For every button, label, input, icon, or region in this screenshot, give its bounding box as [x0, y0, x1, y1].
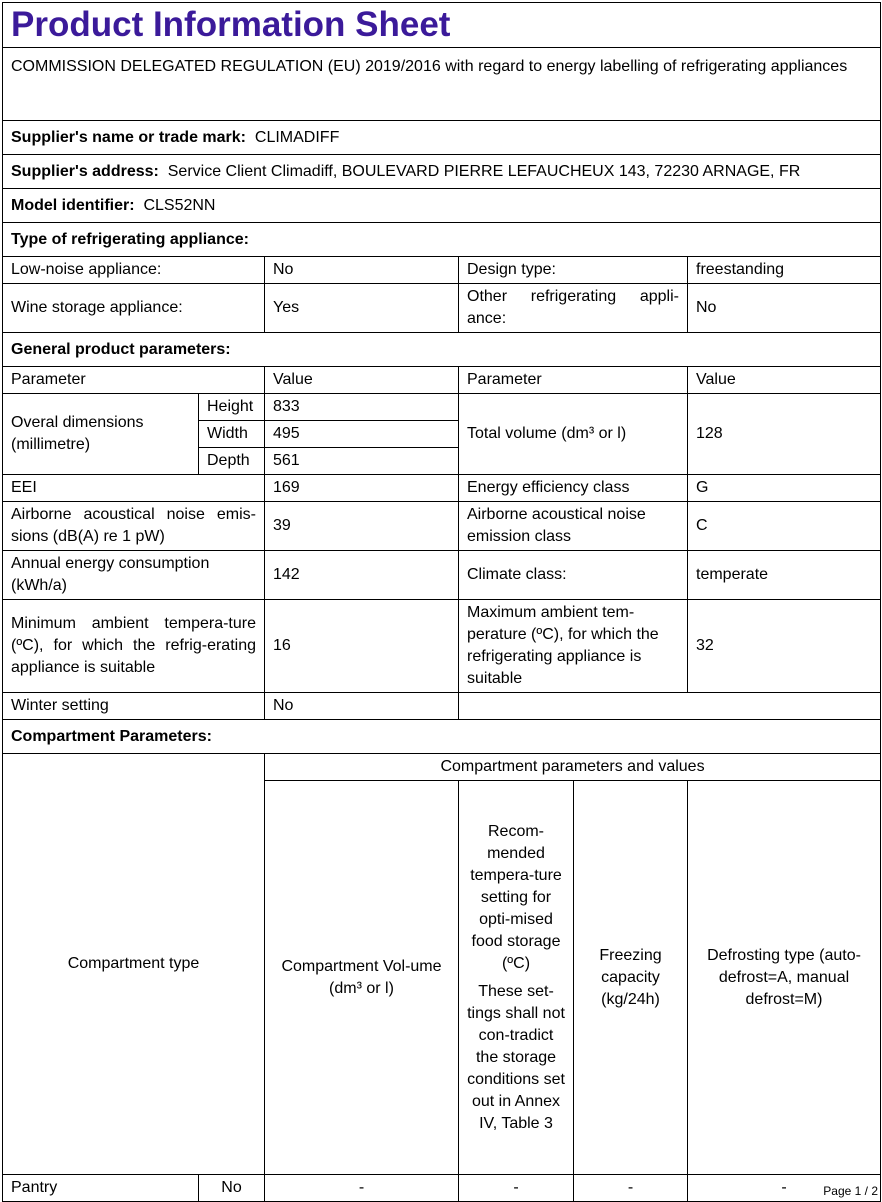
winter-setting-value: No	[265, 693, 459, 720]
appliance-type-heading-text: Type of refrigerating appliance:	[11, 230, 249, 248]
eei-label: EEI	[3, 475, 265, 502]
total-volume-value: 128	[688, 394, 881, 475]
supplier-name-row	[3, 121, 881, 155]
depth-label: Depth	[199, 448, 265, 475]
climate-class-label: Climate class:	[459, 551, 688, 600]
supplier-address-value: Service Client Climadiff, BOULEVARD PIERRE LEFAUCHEUX 143, 72230 ARNAGE, FR	[167, 162, 801, 180]
compartment-type-header: Compartment type	[3, 754, 265, 1175]
design-type-label: Design type:	[459, 257, 688, 284]
parameter-column-header: Parameter	[3, 367, 265, 394]
climate-class-value: temperate	[688, 551, 881, 600]
page-title: Product Information Sheet	[3, 3, 881, 48]
compartment-values-header: Compartment parameters and values	[265, 754, 881, 781]
general-params-heading	[3, 333, 881, 367]
wine-storage-label: Wine storage appliance:	[3, 284, 265, 333]
recommended-temp-header	[459, 781, 574, 1175]
energy-class-label: Energy efficiency class	[459, 475, 688, 502]
total-volume-label: Total volume (dm³ or l)	[459, 394, 688, 475]
model-label: Model identifier:	[11, 196, 135, 214]
compartment-params-heading	[3, 720, 881, 754]
supplier-name-label: Supplier's name or trade mark:	[11, 128, 246, 146]
model-value: CLS52NN	[143, 196, 216, 214]
compartment-params-heading-text: Compartment Parameters:	[11, 727, 212, 745]
table-row	[3, 1175, 881, 1202]
width-value: 495	[265, 421, 459, 448]
value-column-header-2: Value	[688, 367, 881, 394]
empty-cell	[459, 693, 881, 720]
eei-value: 169	[265, 475, 459, 502]
supplier-address-label: Supplier's address:	[11, 162, 159, 180]
compartment-volume-cell: -	[265, 1175, 459, 1202]
general-params-heading-text: General product parameters:	[11, 340, 231, 358]
height-value: 833	[265, 394, 459, 421]
freezing-capacity-header: Freezing capacity (kg/24h)	[574, 781, 688, 1175]
supplier-name-value: CLIMADIFF	[254, 128, 340, 146]
low-noise-value: No	[265, 257, 459, 284]
depth-value: 561	[265, 448, 459, 475]
page-number: Page 1 / 2	[823, 1184, 878, 1198]
other-appliance-value: No	[688, 284, 881, 333]
compartment-temp-cell: -	[459, 1175, 574, 1202]
width-label: Width	[199, 421, 265, 448]
annual-energy-label: Annual energy consumption (kWh/a)	[3, 551, 265, 600]
parameter-column-header-2: Parameter	[459, 367, 688, 394]
max-temp-label: Maximum ambient tem-perature (ºC), for which the refrigerating appliance is suitable	[459, 600, 688, 693]
wine-storage-value: Yes	[265, 284, 459, 333]
supplier-address-row	[3, 155, 881, 189]
regulation-text: COMMISSION DELEGATED REGULATION (EU) 2019/2016 with regard to energy labelling of refrigerating appliances	[3, 48, 881, 121]
energy-class-value: G	[688, 475, 881, 502]
compartment-defrost-cell: -	[688, 1175, 881, 1202]
noise-emission-value: 39	[265, 502, 459, 551]
min-temp-value: 16	[265, 600, 459, 693]
model-row	[3, 189, 881, 223]
product-information-sheet	[2, 2, 881, 1202]
other-appliance-label: Other refrigerating appli-ance:	[459, 284, 688, 333]
value-column-header: Value	[265, 367, 459, 394]
defrosting-type-header: Defrosting type (auto-defrost=A, manual defrost=M)	[688, 781, 881, 1175]
noise-class-label: Airborne acoustical noise emission class	[459, 502, 688, 551]
noise-class-value: C	[688, 502, 881, 551]
compartment-freezing-cell: -	[574, 1175, 688, 1202]
dimensions-label: Overal dimensions (millimetre)	[3, 394, 199, 475]
noise-emission-label: Airborne acoustical noise emis-sions (dB(A) re 1 pW)	[3, 502, 265, 551]
recommended-temp-note: These set-tings shall not con-tradict the storage conditions set out in Annex IV, Table 3	[467, 982, 565, 1132]
winter-setting-label: Winter setting	[3, 693, 265, 720]
height-label: Height	[199, 394, 265, 421]
min-temp-label: Minimum ambient tempera-ture (ºC), for which the refrig-erating appliance is suitable	[3, 600, 265, 693]
compartment-volume-header: Compartment Vol-ume (dm³ or l)	[265, 781, 459, 1175]
max-temp-value: 32	[688, 600, 881, 693]
design-type-value: freestanding	[688, 257, 881, 284]
low-noise-label: Low-noise appliance:	[3, 257, 265, 284]
compartment-present-cell: No	[199, 1175, 265, 1202]
compartment-type-cell: Pantry	[3, 1175, 199, 1202]
recommended-temp-text: Recom-mended tempera-ture setting for opti-mised food storage (ºC)	[470, 822, 562, 972]
annual-energy-value: 142	[265, 551, 459, 600]
appliance-type-heading	[3, 223, 881, 257]
